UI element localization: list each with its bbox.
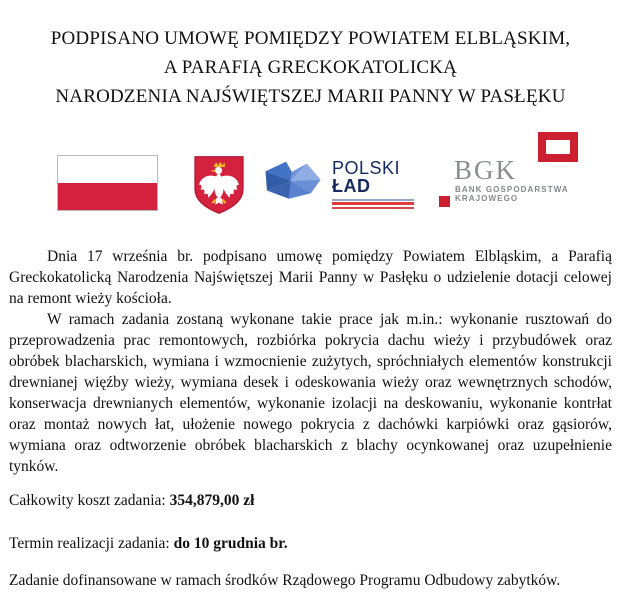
poland-coat-of-arms-icon — [193, 155, 245, 215]
bgk-tagline-line2: KRAJOWEGO — [455, 194, 519, 203]
paragraph-scope-of-works: W ramach zadania zostaną wykonane takie prace jak m.in.: wykonanie rusztowań do przeprowadzenia prac remontowych, rozbiórka pokrycia dachu wieży i przybudówek oraz obróbek blacharskich, wymiana i wzmocnienie zużytych, spróchniałych elementów konstrukcji drewnianej więźby wieży, wymiana desek i odeskowania wieży oraz wewnętrznych schodów, konserwacja drewnianych elementów, wykonanie izolacji na deskowaniu, wykonanie kontrłat oraz montaż nowych łat, ułożenie nowego pokrycia z dachówki karpiówki oraz gąsiorów, wymiana oraz odtworzenie obróbek blacharskich z blachy ocynkowanej oraz uzupełnienie tynków. — [9, 311, 612, 475]
flag-white-stripe — [58, 156, 157, 183]
bgk-tagline-line1: BANK GOSPODARSTWA — [455, 185, 569, 194]
title-line-2: A PARAFIĄ GRECKOKATOLICKĄ — [163, 57, 458, 78]
total-cost-label: Całkowity koszt zadania: — [9, 492, 170, 509]
total-cost-line — [9, 492, 612, 510]
deadline-line — [9, 535, 612, 553]
polski-lad-logo-mark-icon — [260, 157, 322, 202]
polski-lad-wordmark — [332, 159, 415, 209]
bgk-acronym: BGK — [454, 155, 518, 185]
bgk-small-red-square-icon — [439, 196, 450, 207]
deadline-label: Termin realizacji zadania: — [9, 535, 174, 552]
flag-red-stripe — [58, 183, 157, 210]
title-line-3: NARODZENIA NAJŚWIĘTSZEJ MARII PANNY W PASŁĘKU — [55, 86, 566, 107]
paragraph-agreement: Dnia 17 września br. podpisano umowę pomiędzy Powiatem Elbląskim, a Parafią Greckokatolicką Narodzenia Najświętszej Marii Panny w Pasłęku o udzielenie dotacji celowej na remont wieży kościoła. — [9, 248, 612, 307]
polski-lad-word2: ŁAD — [332, 176, 371, 196]
bgk-logo — [425, 130, 590, 220]
polski-lad-word1: POLSKI — [332, 158, 401, 178]
funding-note: Zadanie dofinansowane w ramach środków Rządowego Programu Odbudowy zabytków. — [9, 572, 561, 589]
bgk-tagline — [455, 185, 569, 203]
poland-flag-icon — [57, 155, 158, 211]
title-line-1: PODPISANO UMOWĘ POMIĘDZY POWIATEM ELBLĄSKIM, — [50, 28, 571, 49]
logo-strip — [0, 0, 621, 240]
polski-lad-flag-stripes — [332, 199, 414, 209]
total-cost-value: 354,879,00 zł — [169, 492, 255, 509]
article-body — [9, 246, 612, 477]
deadline-value: do 10 grudnia br. — [173, 535, 288, 552]
bgk-red-square-icon — [538, 132, 578, 162]
